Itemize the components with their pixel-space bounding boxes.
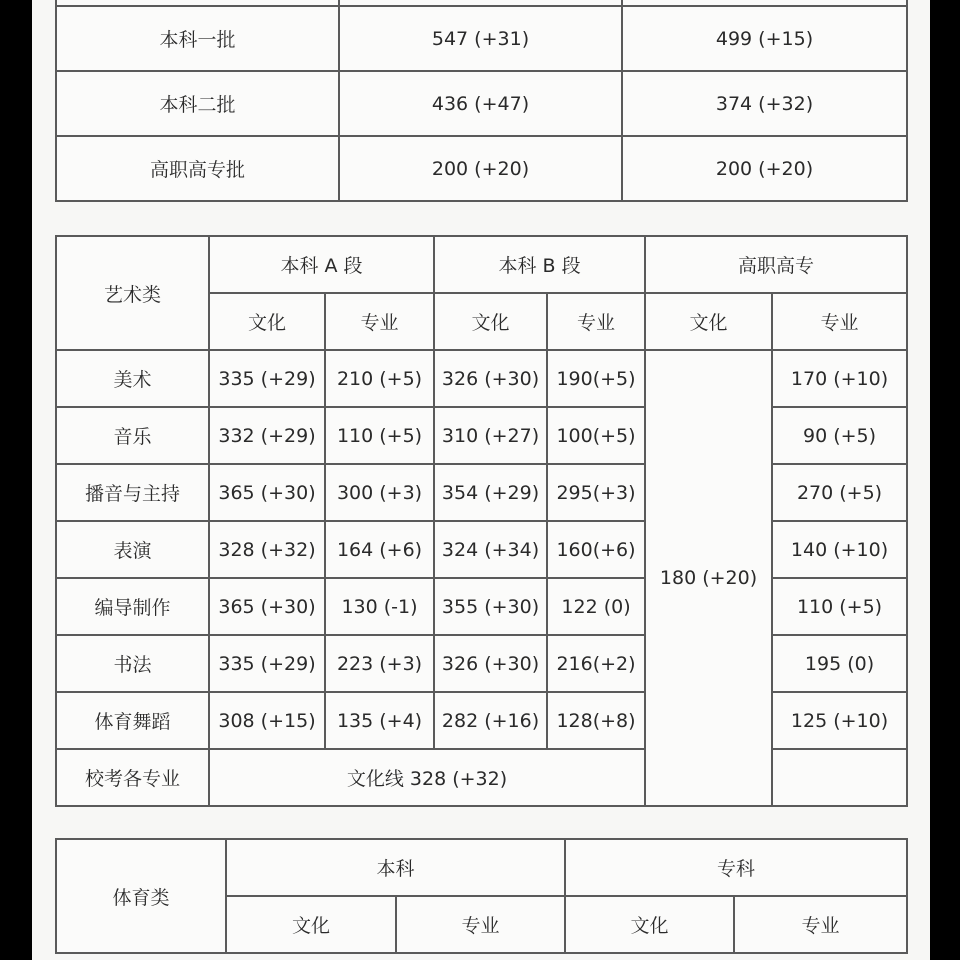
sub-header: 文化: [565, 896, 734, 953]
score-cell: 140 (+10): [772, 521, 907, 578]
score-cell: 200 (+20): [622, 136, 907, 201]
score-cell: 300 (+3): [325, 464, 434, 521]
table-row: [56, 521, 907, 578]
table-row: [56, 749, 907, 806]
subject-label: 编导制作: [56, 578, 209, 635]
sub-header: 文化: [434, 293, 547, 350]
sub-header: 文化: [645, 293, 772, 350]
score-cell: 195 (0): [772, 635, 907, 692]
batch-label: 本科二批: [56, 71, 339, 136]
score-cell: 335 (+29): [209, 350, 325, 407]
score-cell: 223 (+3): [325, 635, 434, 692]
arts-score-table: [55, 235, 908, 807]
table-header-row: [56, 839, 907, 896]
category-header: 艺术类: [56, 236, 209, 350]
table-row: [56, 136, 907, 201]
table-row: [56, 407, 907, 464]
sub-header: 专业: [396, 896, 565, 953]
school-exam-value: 文化线 328 (+32): [209, 749, 645, 806]
score-cell: 335 (+29): [209, 635, 325, 692]
subject-label: 音乐: [56, 407, 209, 464]
score-cell: 135 (+4): [325, 692, 434, 749]
group-header: 专科: [565, 839, 907, 896]
subject-label: 美术: [56, 350, 209, 407]
sub-header: 文化: [209, 293, 325, 350]
score-cell: 122 (0): [547, 578, 645, 635]
table-row: [56, 6, 907, 71]
score-cell: 326 (+30): [434, 635, 547, 692]
table-row: [56, 635, 907, 692]
score-cell: 210 (+5): [325, 350, 434, 407]
sub-header: 专业: [325, 293, 434, 350]
score-cell: 125 (+10): [772, 692, 907, 749]
score-cell: 374 (+32): [622, 71, 907, 136]
table-header-row: [56, 236, 907, 293]
score-cell: 282 (+16): [434, 692, 547, 749]
table-row: [56, 464, 907, 521]
gaozhi-culture-cell: 180 (+20): [645, 350, 772, 806]
table-row: [56, 350, 907, 407]
score-cell: 354 (+29): [434, 464, 547, 521]
score-cell: 365 (+30): [209, 578, 325, 635]
table-row: [56, 692, 907, 749]
score-cell: 499 (+15): [622, 6, 907, 71]
score-cell: 190(+5): [547, 350, 645, 407]
score-cell: 100(+5): [547, 407, 645, 464]
score-cell: 326 (+30): [434, 350, 547, 407]
subject-label: 书法: [56, 635, 209, 692]
score-cell: 164 (+6): [325, 521, 434, 578]
score-cell: 110 (+5): [325, 407, 434, 464]
score-cell: 308 (+15): [209, 692, 325, 749]
score-cell: 128(+8): [547, 692, 645, 749]
score-cell: 200 (+20): [339, 136, 622, 201]
sports-score-table: [55, 838, 908, 954]
batch-label: 高职高专批: [56, 136, 339, 201]
score-cell: 355 (+30): [434, 578, 547, 635]
sub-header: 专业: [772, 293, 907, 350]
score-cell: 365 (+30): [209, 464, 325, 521]
empty-cell: [772, 749, 907, 806]
sub-header: 文化: [226, 896, 396, 953]
sub-header: 专业: [547, 293, 645, 350]
score-cell: 328 (+32): [209, 521, 325, 578]
score-cell: 324 (+34): [434, 521, 547, 578]
subject-label: 校考各专业: [56, 749, 209, 806]
subject-label: 表演: [56, 521, 209, 578]
group-header: 本科 A 段: [209, 236, 434, 293]
score-cell: 110 (+5): [772, 578, 907, 635]
score-cell: 170 (+10): [772, 350, 907, 407]
score-cell: 216(+2): [547, 635, 645, 692]
score-cell: 310 (+27): [434, 407, 547, 464]
group-header: 本科 B 段: [434, 236, 645, 293]
score-cell: 90 (+5): [772, 407, 907, 464]
score-sheet: [32, 0, 930, 960]
category-header: 体育类: [56, 839, 226, 953]
subject-label: 体育舞蹈: [56, 692, 209, 749]
score-cell: 130 (-1): [325, 578, 434, 635]
score-cell: 547 (+31): [339, 6, 622, 71]
batch-label: 本科一批: [56, 6, 339, 71]
score-cell: 160(+6): [547, 521, 645, 578]
score-cell: 270 (+5): [772, 464, 907, 521]
group-header: 本科: [226, 839, 565, 896]
table-row: [56, 71, 907, 136]
subject-label: 播音与主持: [56, 464, 209, 521]
sub-header: 专业: [734, 896, 907, 953]
score-cell: 295(+3): [547, 464, 645, 521]
score-cell: 436 (+47): [339, 71, 622, 136]
score-cell: 332 (+29): [209, 407, 325, 464]
batch-score-table: [55, 0, 908, 202]
table-row: [56, 578, 907, 635]
group-header: 高职高专: [645, 236, 907, 293]
